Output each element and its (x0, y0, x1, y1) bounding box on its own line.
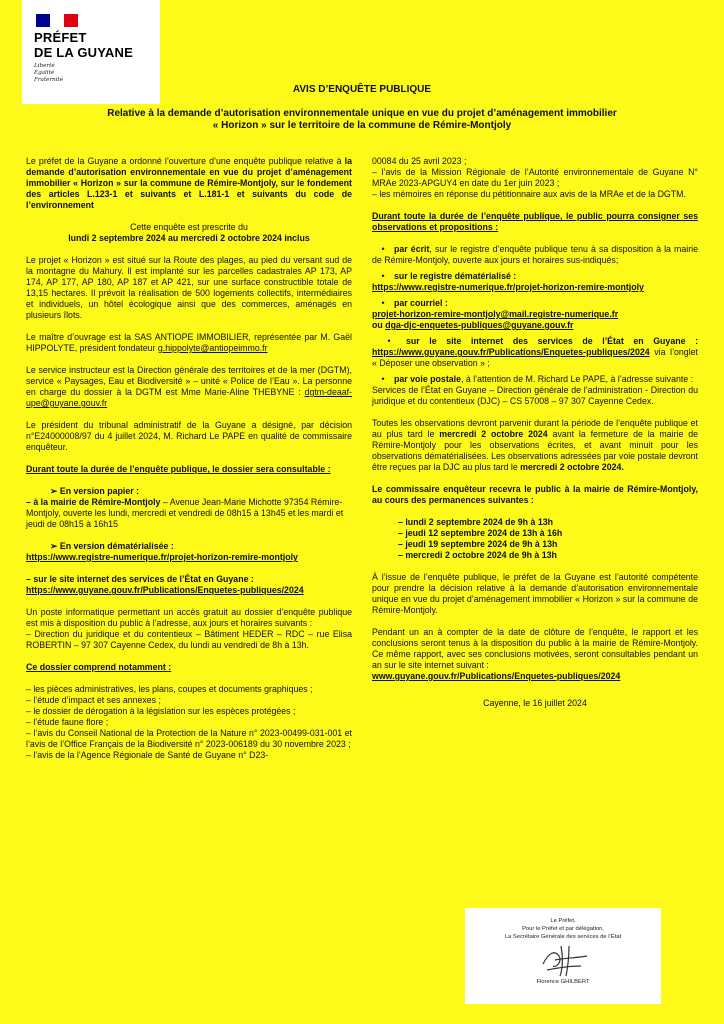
signature-line-2: Pour le Préfet et par délégation, (522, 926, 604, 932)
subtitle-line-1: Relative à la demande d’autorisation environnementale unique en vue du projet d’aménagement immobilier (107, 108, 617, 119)
flag-red-band (64, 14, 78, 27)
deadline-text-1: Toutes les observations devront parvenir durant la période de l’enquête publique et au plus tard le (372, 418, 698, 439)
obs-email-label: par courriel : (394, 298, 448, 308)
computer-access-text: Un poste informatique permettant un accès gratuit au dossier d’enquête publique est mis à disposition du public à l’adresse, aux jours et horaires suivants : (26, 607, 352, 628)
digital-version-label: ➢ En version dématérialisée : (50, 541, 174, 551)
flag-blue-band (36, 14, 50, 27)
owner-paragraph (26, 332, 352, 354)
deadline-date-1: mercredi 2 octobre 2024 (439, 429, 548, 439)
paper-mairie: – à la mairie de Rémire-Montjoly (26, 497, 161, 507)
list-item: – l’étude d’impact et ses annexes ; (26, 695, 161, 705)
service-text: Le service instructeur est la Direction générale des territoires et de la mer (DGTM), service « Paysages, Eau et Biodiversité » – unité « Police de l’Eau ». La personne en charge du dossier à la DGTM est Mme Marie-Aline THEBYNE : (26, 365, 352, 397)
obs-email-registre-link[interactable]: projet-horizon-remire-montjoly@mail.registre-numerique.fr (372, 309, 619, 319)
obs-postal-text: , à l’attention de M. Richard Le PAPE, à l’adresse suivante : (460, 374, 694, 384)
deadline-date-2: mercredi 2 octobre 2024. (520, 462, 624, 472)
intro-text: Le préfet de la Guyane a ordonné l’ouverture d’une enquête publique relative à (26, 156, 345, 166)
obs-digital (372, 271, 698, 293)
report-text: Pendant un an à compter de la date de clôture de l’enquête, le rapport et les conclusions seront tenus à la disposition du public à la mairie de Rémire-Montjoly. Ce même rapport, avec ses conclusions motivées, seront consultables pendant un an sur le site internet suivant : (372, 627, 698, 670)
session-item: – jeudi 19 septembre 2024 de 9h à 13h (398, 539, 558, 549)
observations-heading: Durant toute la durée de l’enquête publique, le public pourra consigner ses observations et propositions : (372, 211, 698, 232)
signatory-name: Florence GHILBERT (536, 979, 590, 985)
intro-paragraph (26, 156, 352, 211)
subtitle-line-2: « Horizon » sur le territoire de la commune de Rémire-Montjoly (212, 120, 512, 131)
list-item: – les pièces administratives, les plans, coupes et documents graphiques ; (26, 684, 313, 694)
computer-access-address: – Direction du juridique et du contentieux – Bâtiment HEDER – RDC – rue Elisa ROBERTIN – 97 307 Cayenne Cedex, du lundi au vendredi de 8h à 13h. (26, 629, 352, 650)
obs-postal-label: par voie postale (394, 374, 461, 384)
logo-line-1: PRÉFET (34, 30, 87, 45)
owner-email-link[interactable]: g.hippolyte@antiopeimmo.fr (157, 343, 268, 353)
obs-written-text: , sur le registre d’enquête publique tenu à sa disposition à la mairie de Rémire-Montjoly, ouverte aux jours et horaires sus-indiqués; (372, 244, 698, 265)
motto-fraternite: Fraternité (34, 77, 64, 83)
dates-range: lundi 2 septembre 2024 au mercredi 2 octobre 2024 inclus (68, 233, 310, 243)
commissioner-paragraph: Le président du tribunal administratif de la Guyane a désigné, par décision n°E24000008/97 du 4 juillet 2024, M. Richard Le PAPE en qualité de commissaire enquêteur. (26, 420, 352, 452)
list-item: – le dossier de dérogation à la législation sur les espèces protégées ; (26, 706, 296, 716)
commissioner-heading: Le commissaire enquêteur recevra le public à la mairie de Rémire-Montjoly, au cours des permanences suivantes : (372, 484, 698, 505)
contents-heading: Ce dossier comprend notamment : (26, 662, 172, 672)
handwritten-signature-icon (535, 942, 595, 978)
paper-version-label: ➢ En version papier : (50, 486, 140, 496)
bullet-icon: • (387, 336, 391, 346)
obs-state-label: sur le site internet des services de l’État en Guyane : (406, 336, 698, 346)
bullet-icon: • (381, 244, 385, 254)
paper-address: – Avenue Jean-Marie Michotte 97354 Rémire-Montjoly, ouverte les lundi, mercredi et vendredi de 08h15 à 13h45 et les mardi et jeudi de 08h15 à 16h15 (26, 497, 344, 529)
report-link[interactable]: www.guyane.gouv.fr/Publications/Enquetes-publiques/2024 (372, 671, 621, 681)
obs-email-dga-link[interactable]: dga-djc-enquetes-publiques@guyane.gouv.fr (385, 320, 574, 330)
bullet-icon: • (381, 374, 385, 384)
right-column (372, 156, 698, 709)
list-item: – l’avis du Conseil National de la Protection de la Nature n° 2023-00499-031-001 et l’avis de l’Office Français de la Biodiversité n° 2023-006189 du 30 novembre 2023 ; (26, 728, 352, 749)
report-paragraph (372, 627, 698, 682)
logo-line-2: DE LA GUYANE (34, 45, 133, 60)
service-email-link[interactable]: dgtm-deaaf-upe@guyane.gouv.fr (26, 387, 352, 408)
contents-list (26, 684, 352, 761)
obs-written-label: par écrit (394, 244, 430, 254)
state-website (26, 574, 352, 596)
dossier-heading: Durant toute la durée de l’enquête publique, le dossier sera consultable : (26, 464, 331, 474)
obs-postal (372, 374, 698, 407)
signature-block (465, 908, 661, 1004)
page-title: AVIS D’ENQUÊTE PUBLIQUE (292, 84, 432, 95)
computer-access-paragraph (26, 607, 352, 651)
contents-continued (372, 156, 698, 200)
list-item: – l’avis de la l’Agence Régionale de Santé de Guyane n° D23- (26, 750, 269, 760)
session-item: – jeudi 12 septembre 2024 de 13h à 16h (398, 528, 563, 538)
intro-bold: la demande d’autorisation environnementale en vue du projet d’aménagement immobilier « Horizon » sur la commune de Rémire-Montjoly, sur le fondement des articles L.123-1 et suivants et L.181-1 et suivants du code de l’environnement (26, 156, 352, 210)
obs-state-link[interactable]: https://www.guyane.gouv.fr/Publications/Enquetes-publiques/2024 (372, 347, 650, 357)
list-item: – l’avis de la Mission Régionale de l’Autorité environnementale de Guyane N° MRAe 2023-APGUY4 en date du 1er juin 2023 ; (372, 167, 698, 188)
french-flag-icon (36, 14, 78, 27)
paper-version (26, 486, 352, 530)
flag-white-band (50, 14, 64, 27)
motto-liberte: Liberté (34, 63, 55, 69)
paper-label-text: En version papier : (59, 486, 140, 496)
list-item: – l’étude faune flore ; (26, 717, 109, 727)
obs-state-site (372, 336, 698, 369)
owner-text: Le maître d’ouvrage est la SAS ANTIOPE IMMOBILIER, représentée par M. Gaël HIPPOLYTE, président fondateur (26, 332, 352, 353)
obs-state-text: via l’onglet « Déposer une observation » ; (372, 347, 698, 368)
place-date: Cayenne, le 16 juillet 2024 (483, 698, 587, 708)
obs-email (372, 298, 698, 331)
bullet-icon: • (381, 271, 385, 281)
state-website-label: – sur le site internet des services de l’État en Guyane : (26, 574, 254, 584)
dates-intro: Cette enquête est prescrite du (130, 222, 248, 232)
session-item: – mercredi 2 octobre 2024 de 9h à 13h (398, 550, 557, 560)
dates-block (26, 222, 352, 244)
bullet-icon: • (381, 298, 385, 308)
or-text: ou (372, 320, 383, 330)
registre-numerique-link[interactable]: https://www.registre-numerique.fr/projet-horizon-remire-montjoly (26, 552, 298, 562)
motto-egalite: Égalité (34, 70, 55, 76)
obs-registre-link[interactable]: https://www.registre-numerique.fr/projet-horizon-remire-montjoly (372, 282, 644, 292)
service-paragraph (26, 365, 352, 409)
signature-line-1: Le Préfet, (550, 918, 576, 924)
deadline-text-2: avant la fermeture de la mairie de Rémire-Montjoly pour les observations écrites, et avant minuit pour les observations dématérialisées. Les observations adressées par voie postale devront être reçues par la DJC au plus tard le (372, 429, 698, 472)
session-item: – lundi 2 septembre 2024 de 9h à 13h (398, 517, 553, 527)
obs-digital-label: sur le registre dématérialisé : (394, 271, 517, 281)
signature-line-3: La Secrétaire Générale des services de l’État (504, 934, 622, 940)
obs-postal-address: Services de l’État en Guyane – Direction générale de l’administration - Direction du juridique et du contentieux (DJC) – CS 57008 – 97 307 Cayenne Cedex. (372, 385, 698, 406)
list-item: 00084 du 25 avril 2023 ; (372, 156, 467, 166)
project-paragraph: Le projet « Horizon » est situé sur la Route des plages, au pied du versant sud de la montagne du Mahury. Il est implanté sur les parcelles cadastrales AP 173, AP 174, AP 177, AP 180, AP 187 et AP 421, sur une surface constructible totale de 13,15 hectares. Il prévoit la réalisation de 500 logements collectifs, intermédiaires et individuels, un hôtel écologique ainsi que des commerces, aménagés en plusieurs îlots. (26, 255, 352, 320)
page-subtitle (60, 108, 664, 132)
digital-version (26, 541, 352, 563)
deadline-paragraph (372, 418, 698, 473)
list-item: – les mémoires en réponse du pétitionnaire aux avis de la MRAe et de la DGTM. (372, 189, 686, 199)
left-column (26, 156, 352, 761)
state-website-link[interactable]: https://www.guyane.gouv.fr/Publications/Enquetes-publiques/2024 (26, 585, 304, 595)
obs-written (372, 244, 698, 266)
decision-paragraph: À l’issue de l’enquête publique, le préfet de la Guyane est l’autorité compétente pour prendre la décision relative à la demande d’autorisation environnementale unique en vue du projet d’aménagement immobilier « Horizon » sur la commune de Rémire-Montjoly. (372, 572, 698, 615)
sessions-list (372, 517, 698, 561)
digital-label-text: En version dématérialisée : (59, 541, 174, 551)
